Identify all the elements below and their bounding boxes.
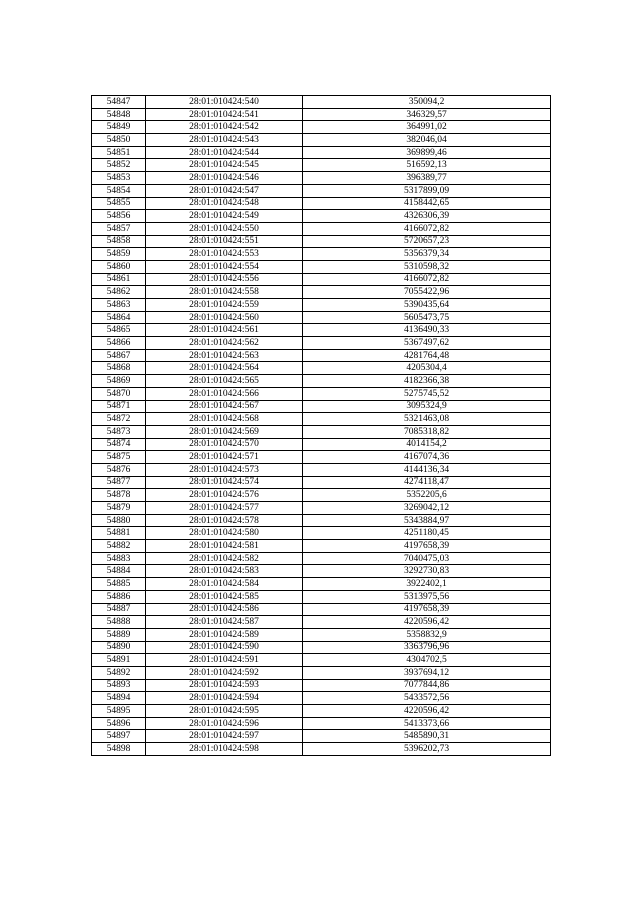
table-row	[92, 324, 551, 337]
cadastral-value-cell: 4326306,39	[303, 210, 551, 223]
cadastral-number-cell: 28:01:010424:574	[146, 476, 303, 489]
table-row	[92, 578, 551, 591]
cadastral-number-cell: 28:01:010424:560	[146, 311, 303, 324]
row-number-cell: 54852	[92, 159, 146, 172]
cadastral-number-cell: 28:01:010424:546	[146, 172, 303, 185]
table-row	[92, 387, 551, 400]
table-row	[92, 400, 551, 413]
row-number-cell: 54888	[92, 616, 146, 629]
cadastral-value-cell: 7085318,82	[303, 425, 551, 438]
row-number-cell: 54856	[92, 210, 146, 223]
row-number-cell: 54868	[92, 362, 146, 375]
cadastral-value-cell: 7055422,96	[303, 286, 551, 299]
table-row	[92, 172, 551, 185]
cadastral-value-cell: 516592,13	[303, 159, 551, 172]
row-number-cell: 54860	[92, 260, 146, 273]
cadastral-number-cell: 28:01:010424:576	[146, 489, 303, 502]
row-number-cell: 54872	[92, 413, 146, 426]
cadastral-number-cell: 28:01:010424:549	[146, 210, 303, 223]
cadastral-number-cell: 28:01:010424:597	[146, 730, 303, 743]
row-number-cell: 54893	[92, 679, 146, 692]
cadastral-number-cell: 28:01:010424:567	[146, 400, 303, 413]
row-number-cell: 54897	[92, 730, 146, 743]
table-row	[92, 425, 551, 438]
row-number-cell: 54898	[92, 743, 146, 756]
cadastral-number-cell: 28:01:010424:584	[146, 578, 303, 591]
cadastral-number-cell: 28:01:010424:559	[146, 299, 303, 312]
table-row	[92, 286, 551, 299]
cadastral-value-cell: 3095324,9	[303, 400, 551, 413]
cadastral-number-cell: 28:01:010424:582	[146, 552, 303, 565]
row-number-cell: 54867	[92, 349, 146, 362]
cadastral-number-cell: 28:01:010424:544	[146, 146, 303, 159]
table-row	[92, 438, 551, 451]
row-number-cell: 54892	[92, 666, 146, 679]
cadastral-value-cell: 5485890,31	[303, 730, 551, 743]
table-row	[92, 248, 551, 261]
table-row	[92, 489, 551, 502]
cadastral-number-cell: 28:01:010424:577	[146, 502, 303, 515]
row-number-cell: 54890	[92, 641, 146, 654]
table-row	[92, 666, 551, 679]
cadastral-value-cell: 4136490,33	[303, 324, 551, 337]
table-row	[92, 121, 551, 134]
row-number-cell: 54848	[92, 108, 146, 121]
cadastral-number-cell: 28:01:010424:570	[146, 438, 303, 451]
cadastral-number-cell: 28:01:010424:545	[146, 159, 303, 172]
cadastral-value-cell: 396389,77	[303, 172, 551, 185]
cadastral-number-cell: 28:01:010424:554	[146, 260, 303, 273]
table-body	[92, 96, 551, 756]
cadastral-value-cell: 346329,57	[303, 108, 551, 121]
row-number-cell: 54885	[92, 578, 146, 591]
row-number-cell: 54855	[92, 197, 146, 210]
cadastral-value-cell: 7077844,86	[303, 679, 551, 692]
cadastral-value-cell: 5413373,66	[303, 717, 551, 730]
row-number-cell: 54887	[92, 603, 146, 616]
cadastral-number-cell: 28:01:010424:547	[146, 184, 303, 197]
row-number-cell: 54884	[92, 565, 146, 578]
cadastral-number-cell: 28:01:010424:565	[146, 375, 303, 388]
row-number-cell: 54859	[92, 248, 146, 261]
row-number-cell: 54847	[92, 96, 146, 109]
table-row	[92, 375, 551, 388]
table-row	[92, 552, 551, 565]
row-number-cell: 54865	[92, 324, 146, 337]
cadastral-number-cell: 28:01:010424:586	[146, 603, 303, 616]
cadastral-value-cell: 4274118,47	[303, 476, 551, 489]
cadastral-value-cell: 4167074,36	[303, 451, 551, 464]
cadastral-number-cell: 28:01:010424:587	[146, 616, 303, 629]
cadastral-number-cell: 28:01:010424:596	[146, 717, 303, 730]
cadastral-number-cell: 28:01:010424:592	[146, 666, 303, 679]
cadastral-number-cell: 28:01:010424:558	[146, 286, 303, 299]
table-row	[92, 96, 551, 109]
table-row	[92, 476, 551, 489]
cadastral-value-cell: 5433572,56	[303, 692, 551, 705]
cadastral-number-cell: 28:01:010424:541	[146, 108, 303, 121]
row-number-cell: 54877	[92, 476, 146, 489]
table-row	[92, 108, 551, 121]
cadastral-number-cell: 28:01:010424:580	[146, 527, 303, 540]
cadastral-number-cell: 28:01:010424:551	[146, 235, 303, 248]
table-row	[92, 641, 551, 654]
row-number-cell: 54896	[92, 717, 146, 730]
table-row	[92, 337, 551, 350]
table-row	[92, 743, 551, 756]
cadastral-value-cell: 3922402,1	[303, 578, 551, 591]
cadastral-number-cell: 28:01:010424:591	[146, 654, 303, 667]
row-number-cell: 54866	[92, 337, 146, 350]
cadastral-value-cell: 3363796,96	[303, 641, 551, 654]
table-row	[92, 146, 551, 159]
row-number-cell: 54857	[92, 222, 146, 235]
cadastral-number-cell: 28:01:010424:562	[146, 337, 303, 350]
table-row	[92, 210, 551, 223]
row-number-cell: 54891	[92, 654, 146, 667]
cadastral-number-cell: 28:01:010424:548	[146, 197, 303, 210]
cadastral-value-cell: 5367497,62	[303, 337, 551, 350]
row-number-cell: 54878	[92, 489, 146, 502]
cadastral-number-cell: 28:01:010424:568	[146, 413, 303, 426]
table-row	[92, 134, 551, 147]
cadastral-number-cell: 28:01:010424:571	[146, 451, 303, 464]
table-row	[92, 311, 551, 324]
cadastral-number-cell: 28:01:010424:564	[146, 362, 303, 375]
cadastral-number-cell: 28:01:010424:589	[146, 628, 303, 641]
row-number-cell: 54864	[92, 311, 146, 324]
cadastral-value-cell: 4144136,34	[303, 463, 551, 476]
row-number-cell: 54881	[92, 527, 146, 540]
cadastral-value-cell: 3269042,12	[303, 502, 551, 515]
row-number-cell: 54895	[92, 705, 146, 718]
cadastral-value-cell: 5310598,32	[303, 260, 551, 273]
row-number-cell: 54863	[92, 299, 146, 312]
table-row	[92, 628, 551, 641]
cadastral-value-cell: 5352205,6	[303, 489, 551, 502]
cadastral-value-cell: 4220596,42	[303, 705, 551, 718]
table-row	[92, 362, 551, 375]
cadastral-number-cell: 28:01:010424:563	[146, 349, 303, 362]
cadastral-value-cell: 4197658,39	[303, 540, 551, 553]
row-number-cell: 54858	[92, 235, 146, 248]
cadastral-value-cell: 5358832,9	[303, 628, 551, 641]
cadastral-number-cell: 28:01:010424:585	[146, 590, 303, 603]
table-row	[92, 184, 551, 197]
table-row	[92, 502, 551, 515]
table-row	[92, 540, 551, 553]
row-number-cell: 54851	[92, 146, 146, 159]
cadastral-number-cell: 28:01:010424:569	[146, 425, 303, 438]
cadastral-number-cell: 28:01:010424:556	[146, 273, 303, 286]
cadastral-value-cell: 4251180,45	[303, 527, 551, 540]
row-number-cell: 54850	[92, 134, 146, 147]
cadastral-value-cell: 364991,02	[303, 121, 551, 134]
table-row	[92, 705, 551, 718]
cadastral-number-cell: 28:01:010424:593	[146, 679, 303, 692]
cadastral-value-cell: 350094,2	[303, 96, 551, 109]
cadastral-number-cell: 28:01:010424:540	[146, 96, 303, 109]
cadastral-value-cell: 3292730,83	[303, 565, 551, 578]
table-row	[92, 451, 551, 464]
row-number-cell: 54853	[92, 172, 146, 185]
table-row	[92, 159, 551, 172]
row-number-cell: 54854	[92, 184, 146, 197]
table-row	[92, 565, 551, 578]
cadastral-value-cell: 5343884,97	[303, 514, 551, 527]
cadastral-number-cell: 28:01:010424:566	[146, 387, 303, 400]
table-row	[92, 616, 551, 629]
cadastral-value-cell: 4014154,2	[303, 438, 551, 451]
cadastral-value-cell: 5356379,34	[303, 248, 551, 261]
cadastral-value-cell: 4197658,39	[303, 603, 551, 616]
table-row	[92, 717, 551, 730]
row-number-cell: 54882	[92, 540, 146, 553]
table-row	[92, 527, 551, 540]
cadastral-value-cell: 5321463,08	[303, 413, 551, 426]
table-row	[92, 197, 551, 210]
cadastral-value-cell: 4158442,65	[303, 197, 551, 210]
row-number-cell: 54879	[92, 502, 146, 515]
cadastral-number-cell: 28:01:010424:594	[146, 692, 303, 705]
table-row	[92, 730, 551, 743]
cadastral-number-cell: 28:01:010424:543	[146, 134, 303, 147]
cadastral-number-cell: 28:01:010424:550	[146, 222, 303, 235]
cadastral-value-cell: 4166072,82	[303, 222, 551, 235]
cadastral-value-table	[91, 95, 551, 756]
cadastral-number-cell: 28:01:010424:561	[146, 324, 303, 337]
cadastral-number-cell: 28:01:010424:581	[146, 540, 303, 553]
cadastral-value-cell: 5396202,73	[303, 743, 551, 756]
row-number-cell: 54880	[92, 514, 146, 527]
cadastral-value-cell: 4205304,4	[303, 362, 551, 375]
table-row	[92, 463, 551, 476]
cadastral-value-cell: 5313975,56	[303, 590, 551, 603]
cadastral-number-cell: 28:01:010424:553	[146, 248, 303, 261]
table-row	[92, 413, 551, 426]
cadastral-number-cell: 28:01:010424:578	[146, 514, 303, 527]
cadastral-number-cell: 28:01:010424:595	[146, 705, 303, 718]
table-row	[92, 692, 551, 705]
row-number-cell: 54889	[92, 628, 146, 641]
cadastral-number-cell: 28:01:010424:590	[146, 641, 303, 654]
cadastral-number-cell: 28:01:010424:542	[146, 121, 303, 134]
cadastral-value-cell: 382046,04	[303, 134, 551, 147]
cadastral-value-cell: 4182366,38	[303, 375, 551, 388]
table-row	[92, 679, 551, 692]
row-number-cell: 54849	[92, 121, 146, 134]
row-number-cell: 54861	[92, 273, 146, 286]
row-number-cell: 54876	[92, 463, 146, 476]
table-row	[92, 222, 551, 235]
table-row	[92, 273, 551, 286]
cadastral-number-cell: 28:01:010424:583	[146, 565, 303, 578]
cadastral-value-cell: 5720657,23	[303, 235, 551, 248]
table-row	[92, 603, 551, 616]
row-number-cell: 54873	[92, 425, 146, 438]
cadastral-value-cell: 5605473,75	[303, 311, 551, 324]
row-number-cell: 54883	[92, 552, 146, 565]
cadastral-value-cell: 5317899,09	[303, 184, 551, 197]
row-number-cell: 54869	[92, 375, 146, 388]
row-number-cell: 54875	[92, 451, 146, 464]
row-number-cell: 54894	[92, 692, 146, 705]
cadastral-number-cell: 28:01:010424:573	[146, 463, 303, 476]
cadastral-value-cell: 5390435,64	[303, 299, 551, 312]
cadastral-value-cell: 7040475,03	[303, 552, 551, 565]
table-row	[92, 590, 551, 603]
cadastral-value-cell: 4220596,42	[303, 616, 551, 629]
row-number-cell: 54874	[92, 438, 146, 451]
row-number-cell: 54862	[92, 286, 146, 299]
row-number-cell: 54871	[92, 400, 146, 413]
row-number-cell: 54886	[92, 590, 146, 603]
table-row	[92, 299, 551, 312]
cadastral-value-cell: 369899,46	[303, 146, 551, 159]
table-row	[92, 654, 551, 667]
cadastral-value-cell: 3937694,12	[303, 666, 551, 679]
cadastral-value-cell: 4304702,5	[303, 654, 551, 667]
row-number-cell: 54870	[92, 387, 146, 400]
cadastral-value-cell: 4281764,48	[303, 349, 551, 362]
table-row	[92, 260, 551, 273]
table-row	[92, 235, 551, 248]
cadastral-number-cell: 28:01:010424:598	[146, 743, 303, 756]
table-row	[92, 349, 551, 362]
cadastral-value-cell: 4166072,82	[303, 273, 551, 286]
cadastral-value-cell: 5275745,52	[303, 387, 551, 400]
table-row	[92, 514, 551, 527]
